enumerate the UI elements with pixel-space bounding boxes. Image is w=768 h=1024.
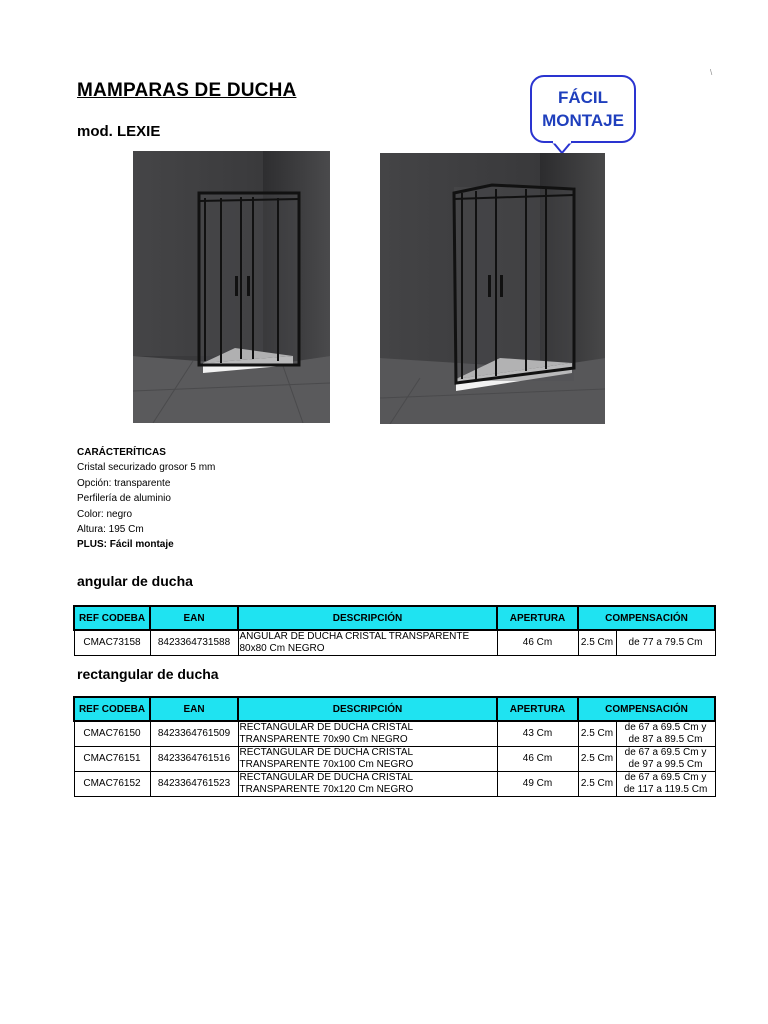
desc-line: ANGULAR DE DUCHA CRISTAL TRANSPARENTE	[239, 631, 470, 642]
header-compensacion: COMPENSACIÓN	[578, 697, 715, 721]
comp-line: de 117 a 119.5 Cm	[623, 784, 708, 795]
cell-comp: 2.5 Cm	[578, 721, 616, 747]
comp-line: de 67 a 69.5 Cm y	[624, 747, 707, 758]
desc-line: RECTANGULAR DE DUCHA CRISTAL	[239, 747, 414, 758]
badge-line-2: MONTAJE	[542, 111, 624, 130]
characteristics-plus: PLUS: Fácil montaje	[77, 539, 174, 550]
model-name: mod. LEXIE	[77, 123, 161, 140]
cell-ref: CMAC73158	[74, 630, 150, 656]
characteristic-item: Color: negro	[77, 509, 133, 520]
desc-line: RECTANGULAR DE DUCHA CRISTAL	[239, 772, 414, 783]
desc-line: TRANSPARENTE 70x90 Cm NEGRO	[239, 734, 408, 745]
comp-line: de 67 a 69.5 Cm y	[624, 772, 707, 783]
table-row	[74, 747, 715, 772]
header-ref: REF CODEBA	[74, 606, 150, 630]
header-ref: REF CODEBA	[74, 697, 150, 721]
characteristic-item: Perfilería de aluminio	[77, 493, 171, 504]
cell-ref: CMAC76150	[74, 721, 150, 747]
header-apertura: APERTURA	[497, 697, 578, 721]
comp-line: de 87 a 89.5 Cm	[628, 734, 703, 745]
comp-line: de 67 a 69.5 Cm y	[624, 722, 707, 733]
desc-line: TRANSPARENTE 70x100 Cm NEGRO	[239, 759, 414, 770]
desc-line: TRANSPARENTE 70x120 Cm NEGRO	[239, 784, 414, 795]
badge-line-1: FÁCIL	[557, 88, 609, 107]
desc-line: RECTANGULAR DE DUCHA CRISTAL	[239, 722, 414, 733]
header-apertura: APERTURA	[497, 606, 578, 630]
header-desc: DESCRIPCIÓN	[238, 606, 497, 630]
cell-apertura: 49 Cm	[497, 772, 578, 797]
cell-ean: 8423364761516	[150, 747, 238, 772]
cell-comp: 2.5 Cm	[578, 630, 616, 656]
cell-comp-range	[616, 721, 715, 747]
rectangular-shower-enclosure-photo	[380, 153, 605, 424]
easy-assembly-badge	[530, 75, 636, 143]
cell-ean: 8423364731588	[150, 630, 238, 656]
rectangular-table	[73, 696, 716, 797]
cell-ean: 8423364761509	[150, 721, 238, 747]
cell-comp: 2.5 Cm	[578, 772, 616, 797]
angular-section-title: angular de ducha	[77, 573, 193, 589]
cell-apertura: 46 Cm	[497, 630, 578, 656]
comp-line: de 97 a 99.5 Cm	[628, 759, 703, 770]
header-compensacion: COMPENSACIÓN	[578, 606, 715, 630]
cell-desc	[238, 772, 497, 797]
characteristic-item: Cristal securizado grosor 5 mm	[77, 462, 216, 473]
cell-comp-range	[616, 747, 715, 772]
cell-ref: CMAC76152	[74, 772, 150, 797]
corner-mark: \	[710, 68, 713, 77]
rectangular-section-title: rectangular de ducha	[77, 666, 219, 682]
header-ean: EAN	[150, 606, 238, 630]
page-title: MAMPARAS DE DUCHA	[77, 80, 297, 101]
cell-desc	[238, 721, 497, 747]
table-row	[74, 772, 715, 797]
cell-ean: 8423364761523	[150, 772, 238, 797]
cell-ref: CMAC76151	[74, 747, 150, 772]
cell-apertura: 43 Cm	[497, 721, 578, 747]
cell-apertura: 46 Cm	[497, 747, 578, 772]
table-header-row	[74, 606, 715, 630]
characteristic-item: Opción: transparente	[77, 478, 171, 489]
cell-desc	[238, 630, 497, 656]
table-header-row	[74, 697, 715, 721]
characteristics-heading: CARÁCTERÍTICAS	[77, 447, 166, 458]
cell-comp-range	[616, 772, 715, 797]
characteristic-item: Altura: 195 Cm	[77, 524, 144, 535]
table-row	[74, 630, 715, 656]
header-desc: DESCRIPCIÓN	[238, 697, 497, 721]
desc-line: 80x80 Cm NEGRO	[239, 643, 325, 654]
cell-comp: 2.5 Cm	[578, 747, 616, 772]
table-row	[74, 721, 715, 747]
angular-table	[73, 605, 716, 656]
corner-shower-enclosure-photo	[133, 151, 330, 423]
cell-comp-range: de 77 a 79.5 Cm	[616, 630, 715, 656]
header-ean: EAN	[150, 697, 238, 721]
cell-desc	[238, 747, 497, 772]
